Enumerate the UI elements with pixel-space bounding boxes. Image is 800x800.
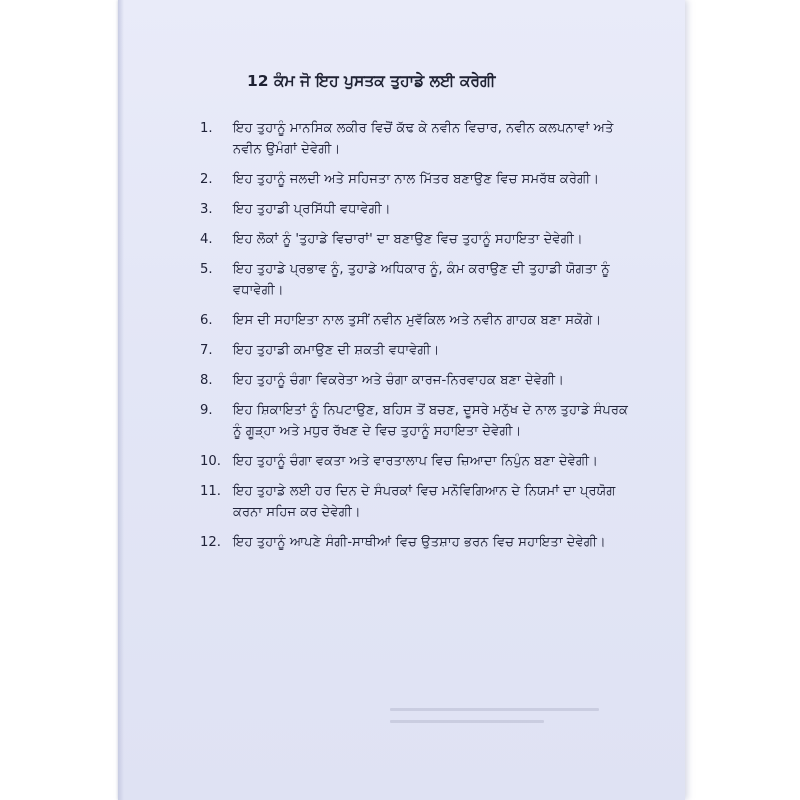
- item-number: 1.: [200, 121, 213, 136]
- list-item: [200, 340, 640, 361]
- item-number: 6.: [200, 313, 213, 328]
- item-text: ਇਹ ਤੁਹਾਡੀ ਕਮਾਉਣ ਦੀ ਸ਼ਕਤੀ ਵਧਾਵੇਗੀ।: [233, 343, 440, 358]
- list-item: [200, 259, 640, 301]
- item-number: 12.: [200, 535, 221, 550]
- item-text: ਇਹ ਤੁਹਾਡੇ ਪ੍ਰਭਾਵ ਨੂੰ, ਤੁਹਾਡੇ ਅਧਿਕਾਰ ਨੂੰ, ਕੰਮ ਕਰਾਉਣ ਦੀ ਤੁਹਾਡੀ ਯੋਗਤਾ ਨੂੰ ਵਧਾਵੇਗੀ।: [233, 262, 610, 298]
- item-text: ਇਹ ਤੁਹਾਨੂੰ ਚੰਗਾ ਵਿਕਰੇਤਾ ਅਤੇ ਚੰਗਾ ਕਾਰਜ-ਨਿਰਵਾਹਕ ਬਣਾ ਦੇਵੇਗੀ।: [233, 373, 565, 388]
- item-text: ਇਹ ਤੁਹਾਨੂੰ ਆਪਣੇ ਸੰਗੀ-ਸਾਥੀਆਂ ਵਿਚ ਉਤਸ਼ਾਹ ਭਰਨ ਵਿਚ ਸਹਾਇਤਾ ਦੇਵੇਗੀ।: [233, 535, 606, 550]
- item-number: 9.: [200, 403, 213, 418]
- item-number: 7.: [200, 343, 213, 358]
- item-number: 3.: [200, 202, 213, 217]
- list-item: [200, 481, 640, 523]
- item-text: ਇਹ ਤੁਹਾਨੂੰ ਮਾਨਸਿਕ ਲਕੀਰ ਵਿਚੋਂ ਕੱਢ ਕੇ ਨਵੀਨ ਵਿਚਾਰ, ਨਵੀਨ ਕਲਪਨਾਵਾਂ ਅਤੇ ਨਵੀਨ ਉਮੰਗਾਂ ਦੇਵੇਗੀ।: [233, 121, 614, 157]
- item-text: ਇਹ ਤੁਹਾਡੀ ਪ੍ਰਸਿੱਧੀ ਵਧਾਵੇਗੀ।: [233, 202, 391, 217]
- list-item: [200, 532, 640, 553]
- list-item: [200, 169, 640, 190]
- item-text: ਇਹ ਤੁਹਾਨੂੰ ਜਲਦੀ ਅਤੇ ਸਹਿਜਤਾ ਨਾਲ ਮਿੱਤਰ ਬਣਾਉਣ ਵਿਚ ਸਮਰੱਥ ਕਰੇਗੀ।: [233, 172, 600, 187]
- item-text: ਇਹ ਲੋਕਾਂ ਨੂੰ 'ਤੁਹਾਡੇ ਵਿਚਾਰਾਂ' ਦਾ ਬਣਾਉਣ ਵਿਚ ਤੁਹਾਨੂੰ ਸਹਾਇਤਾ ਦੇਵੇਗੀ।: [233, 232, 583, 247]
- item-number: 4.: [200, 232, 213, 247]
- item-text: ਇਹ ਤੁਹਾਨੂੰ ਚੰਗਾ ਵਕਤਾ ਅਤੇ ਵਾਰਤਾਲਾਪ ਵਿਚ ਜ਼ਿਆਦਾ ਨਿਪੁੰਨ ਬਣਾ ਦੇਵੇਗੀ।: [233, 454, 598, 469]
- item-text: ਇਹ ਤੁਹਾਡੇ ਲਈ ਹਰ ਦਿਨ ਦੇ ਸੰਪਰਕਾਂ ਵਿਚ ਮਨੋਵਿਗਿਆਨ ਦੇ ਨਿਯਮਾਂ ਦਾ ਪ੍ਰਯੋਗ ਕਰਨਾ ਸਹਿਜ ਕਰ ਦੇਵੇਗੀ।: [233, 484, 616, 520]
- item-text: ਇਹ ਸ਼ਿਕਾਇਤਾਂ ਨੂੰ ਨਿਪਟਾਉਣ, ਬਹਿਸ ਤੋਂ ਬਚਣ, ਦੂਸਰੇ ਮਨੁੱਖ ਦੇ ਨਾਲ ਤੁਹਾਡੇ ਸੰਪਰਕ ਨੂੰ ਗੂੜ੍ਹਾ ਅਤੇ ਮਧੁਰ ਰੱਖਣ ਦੇ ਵਿਚ ਤੁਹਾਨੂੰ ਸਹਾਇਤਾ ਦੇਵੇਗੀ।: [233, 403, 629, 439]
- list-item: [200, 310, 640, 331]
- item-number: 2.: [200, 172, 213, 187]
- list-item: [200, 229, 640, 250]
- show-through-text: [390, 708, 610, 738]
- page-heading: 12 ਕੰਮ ਜੋ ਇਹ ਪੁਸਤਕ ਤੁਹਾਡੇ ਲਈ ਕਰੇਗੀ: [247, 72, 496, 90]
- item-text: ਇਸ ਦੀ ਸਹਾਇਤਾ ਨਾਲ ਤੁਸੀਂ ਨਵੀਨ ਮੁਵੱਕਿਲ ਅਤੇ ਨਵੀਨ ਗਾਹਕ ਬਣਾ ਸਕੋਗੇ।: [233, 313, 602, 328]
- list-item: [200, 451, 640, 472]
- list-item: [200, 400, 640, 442]
- page-binding-shadow: [118, 0, 124, 800]
- item-number: 5.: [200, 262, 213, 277]
- list-item: [200, 199, 640, 220]
- benefits-list: [200, 118, 640, 562]
- item-number: 11.: [200, 484, 221, 499]
- item-number: 8.: [200, 373, 213, 388]
- list-item: [200, 370, 640, 391]
- list-item: [200, 118, 640, 160]
- item-number: 10.: [200, 454, 221, 469]
